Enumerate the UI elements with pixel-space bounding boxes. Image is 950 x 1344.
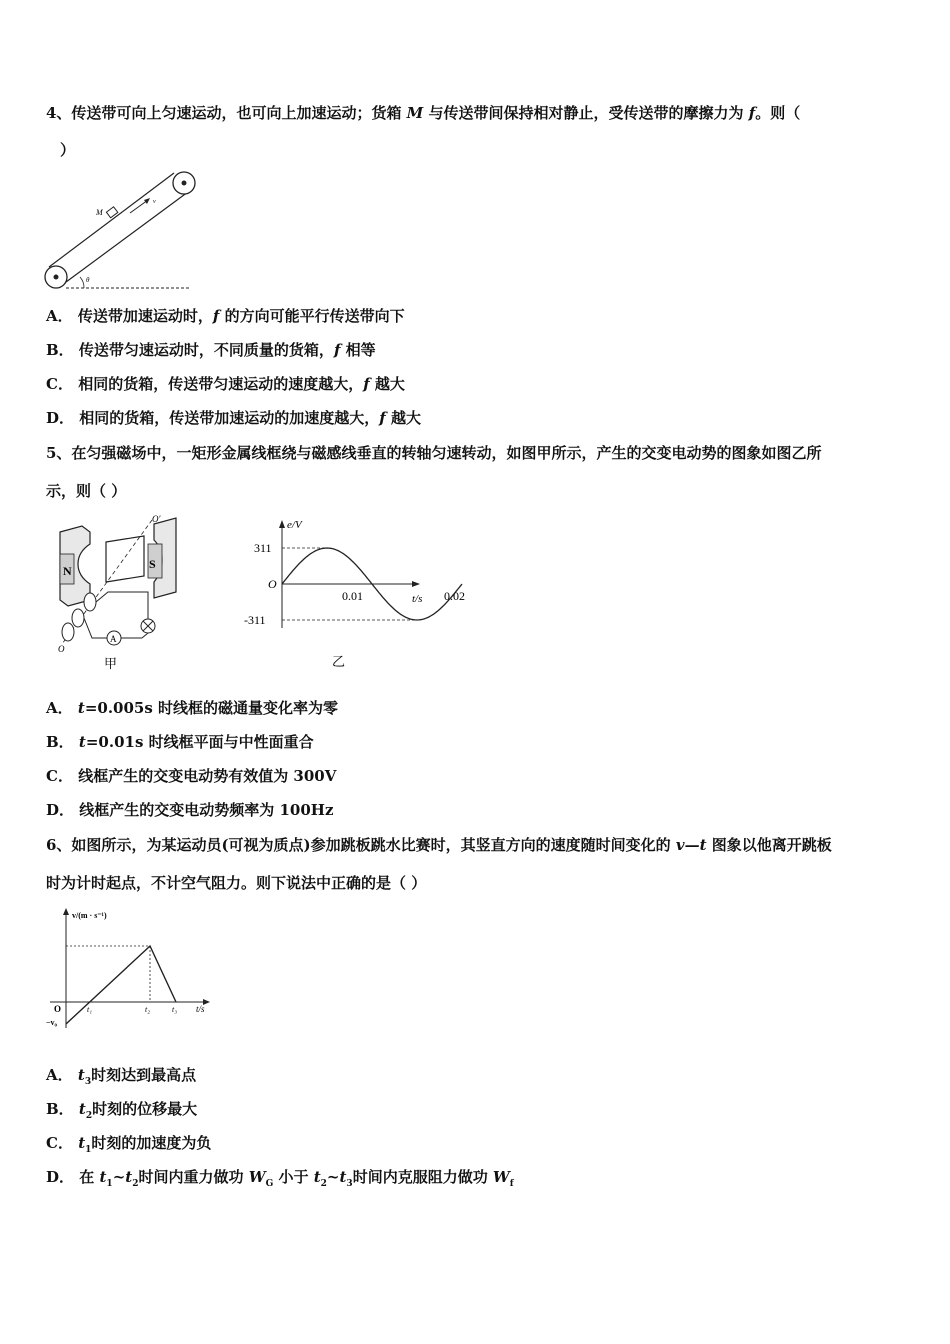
- label-theta: θ: [86, 276, 90, 284]
- x-tick-1: 0.01: [342, 589, 363, 603]
- label-M: M: [96, 208, 103, 217]
- y-tick-min: -311: [244, 613, 266, 627]
- t1-label: t₁: [87, 1005, 93, 1014]
- q6-stem-line2: 时为计时起点，不计空气阻力。则下说法中正确的是（ ）: [46, 874, 427, 892]
- q5-generator-figure: [48, 514, 188, 674]
- label-A: A: [110, 634, 117, 644]
- q5-stem-line1: 5、在匀强磁场中，一矩形金属线框绕与磁感线垂直的转轴匀速转动，如图甲所示，产生的交变电动势的图象如图乙所: [46, 444, 822, 462]
- q6-option-b: B． $t_2$时刻的位移最大: [46, 1100, 198, 1121]
- x-axis-label: t/s: [196, 1004, 205, 1014]
- q5-stem-line2: 示，则（ ）: [46, 482, 127, 500]
- label-O-bottom: O: [58, 644, 65, 654]
- q5-option-a: A． t=0.005s 时线框的磁通量变化率为零: [46, 699, 339, 717]
- y-axis-label: e/V: [287, 519, 302, 531]
- q6-option-a: A． $t_3$时刻达到最高点: [46, 1066, 197, 1087]
- q5-option-b: B． t=0.01s 时线框平面与中性面重合: [46, 733, 314, 751]
- label-O-top: O′: [152, 514, 161, 524]
- q4-option-a: A． 传送带加速运动时，f 的方向可能平行传送带向下: [46, 307, 405, 325]
- q4-stem-line2: ）: [60, 141, 76, 159]
- q6-stem-line1: 6、如图所示，为某运动员(可视为质点)参加跳板跳水比赛时，其竖直方向的速度随时间变化的 v—t 图象以他离开跳板: [46, 836, 832, 854]
- q6-option-d: D． 在 $t_1\sim t_2$时间内重力做功 $W_G$ 小于 $t_2\sim t_3$时间内克服阻力做功 $W_f$: [46, 1168, 514, 1189]
- q4-option-c: C． 相同的货箱，传送带匀速运动的速度越大，f 越大: [46, 375, 405, 393]
- x-axis-arrow: [412, 581, 420, 587]
- y-tick-max: 311: [254, 541, 272, 555]
- q4-option-d: D． 相同的货箱，传送带加速运动的加速度越大，f 越大: [46, 409, 421, 427]
- origin-label: O: [268, 577, 277, 591]
- q5-emf-chart: [240, 512, 465, 672]
- q6-vt-chart: [44, 904, 224, 1034]
- origin-label: O: [54, 1004, 62, 1014]
- t2-label: t₂: [145, 1005, 151, 1014]
- label-S: S: [149, 557, 156, 571]
- x-tick-2: 0.02: [444, 589, 465, 603]
- t3-label: t₃: [172, 1005, 178, 1014]
- y-axis-arrow: [279, 520, 285, 528]
- vt-graph-line: [66, 946, 176, 1024]
- x-axis-label: t/s: [412, 593, 423, 605]
- label-v: v: [153, 199, 156, 205]
- q5-option-c: C． 线框产生的交变电动势有效值为 300V: [46, 767, 337, 785]
- y-axis-label: v/(m · s⁻¹): [72, 911, 107, 920]
- q4-conveyor-figure: [44, 165, 204, 295]
- q6-option-c: C． $t_1$时刻的加速度为负: [46, 1134, 212, 1155]
- label-N: N: [63, 564, 72, 578]
- q4-stem-line1: 4、传送带可向上匀速运动，也可向上加速运动；货箱 M 与传送带间保持相对静止，受传送带的摩擦力为 f。则（: [46, 104, 801, 122]
- q5-option-d: D． 线框产生的交变电动势频率为 100Hz: [46, 801, 334, 819]
- caption-yi: 乙: [332, 654, 346, 669]
- q4-option-b: B． 传送带匀速运动时，不同质量的货箱，f 相等: [46, 341, 376, 359]
- neg-v0-label: −v₀: [46, 1018, 57, 1027]
- caption-jia: 甲: [104, 656, 118, 671]
